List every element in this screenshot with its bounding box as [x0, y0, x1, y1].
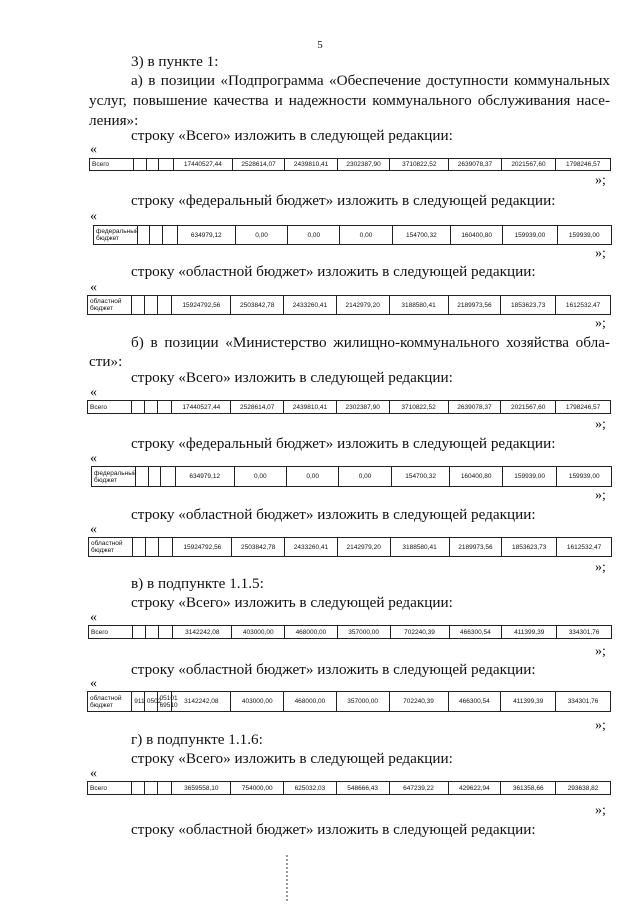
year-7: 334301,76	[557, 626, 612, 639]
year-7: 159939,00	[557, 467, 612, 487]
code-1: 911	[132, 692, 145, 712]
year-4: 3188580,41	[390, 538, 449, 557]
budget-row-total	[87, 400, 611, 414]
year-6: 1853623,73	[501, 296, 556, 315]
total-amount: 17440527,44	[174, 159, 233, 171]
year-7: 159939,00	[557, 226, 611, 245]
year-3: 357000,00	[337, 626, 390, 639]
code-1	[137, 226, 150, 245]
subitem-b-line1: б) в позиции «Министерство жилищно-коммунального хозяйства обла-	[131, 334, 610, 351]
year-5: 160400,80	[450, 467, 502, 487]
subitem-a-line2: услуг, повышение качества и надежности коммунального обслуживания насе-	[89, 92, 610, 109]
code-3	[158, 538, 173, 557]
year-3: 2302387,90	[336, 401, 389, 414]
budget-row-regional	[88, 537, 612, 557]
year-6: 2021567,60	[501, 401, 556, 414]
open-quote: «	[90, 209, 97, 224]
open-quote: «	[90, 385, 97, 400]
year-4: 702240,39	[389, 692, 448, 712]
instruction-total: строку «Всего» изложить в следующей редакции:	[131, 369, 453, 386]
row-label: федеральный бюджет	[92, 467, 136, 487]
row-label: Всего	[90, 159, 134, 171]
code-2	[144, 401, 157, 414]
total-amount: 3659558,10	[172, 782, 231, 795]
instruction-federal: строку «федеральный бюджет» изложить в следующей редакции:	[131, 435, 556, 452]
code-1	[133, 538, 146, 557]
year-1: 2503842,78	[232, 538, 285, 557]
year-3: 2302387,90	[337, 159, 390, 171]
code-3: 05101 69510	[157, 692, 172, 712]
open-quote: «	[90, 676, 97, 691]
year-5: 2189973,56	[448, 296, 501, 315]
subitem-a-line3: ления»:	[89, 112, 139, 129]
year-2: 468000,00	[285, 626, 338, 639]
year-5: 466300,54	[448, 692, 501, 712]
year-4: 3188580,41	[389, 296, 448, 315]
total-amount: 15924792,56	[172, 296, 231, 315]
close-quote: »;	[595, 718, 606, 733]
year-5: 429622,94	[448, 782, 501, 795]
code-2: 0502	[144, 692, 157, 712]
close-quote: »;	[595, 488, 606, 503]
open-quote: «	[90, 522, 97, 537]
year-4: 3710822,52	[389, 401, 448, 414]
year-7: 293638,82	[556, 782, 611, 795]
budget-row-federal	[93, 225, 612, 245]
code-3	[162, 226, 177, 245]
row-label: областной бюджет	[88, 692, 132, 712]
year-3: 548666,43	[336, 782, 389, 795]
instruction-federal: строку «федеральный бюджет» изложить в следующей редакции:	[131, 192, 556, 209]
instruction-total: строку «Всего» изложить в следующей редакции:	[131, 127, 453, 144]
year-6: 1853623,73	[502, 538, 557, 557]
instruction-regional: строку «областной бюджет» изложить в следующей редакции:	[131, 661, 536, 678]
row-label: областной бюджет	[89, 538, 133, 557]
instruction-total: строку «Всего» изложить в следующей редакции:	[131, 594, 453, 611]
year-1: 0,00	[236, 226, 288, 245]
budget-row-regional	[87, 691, 611, 712]
instruction-regional: строку «областной бюджет» изложить в следующей редакции:	[131, 263, 536, 280]
code-2	[148, 467, 161, 487]
code-1	[132, 296, 145, 315]
year-3: 357000,00	[336, 692, 389, 712]
total-amount: 17440527,44	[172, 401, 231, 414]
instruction-regional: строку «областной бюджет» изложить в следующей редакции:	[131, 506, 536, 523]
year-4: 647239,22	[389, 782, 448, 795]
year-2: 2433260,41	[285, 538, 338, 557]
total-amount: 3142242,08	[172, 692, 231, 712]
year-4: 154700,32	[392, 226, 450, 245]
year-7: 1798246,57	[556, 159, 611, 171]
year-1: 403000,00	[231, 692, 284, 712]
instruction-total: строку «Всего» изложить в следующей редакции:	[131, 750, 453, 767]
code-1	[132, 401, 145, 414]
budget-row-total	[89, 158, 611, 171]
close-quote: »;	[595, 246, 606, 261]
code-1	[136, 467, 149, 487]
close-quote: »;	[595, 417, 606, 432]
code-1	[133, 626, 146, 639]
code-2	[146, 159, 159, 171]
row-label: Всего	[88, 782, 132, 795]
scan-artifact	[286, 855, 288, 903]
year-2: 2439810,41	[285, 159, 338, 171]
code-3	[157, 401, 172, 414]
year-3: 0,00	[340, 226, 392, 245]
year-2: 468000,00	[284, 692, 337, 712]
subitem-g: г) в подпункте 1.1.6:	[131, 731, 263, 748]
year-4: 3710822,52	[390, 159, 449, 171]
close-quote: »;	[595, 644, 606, 659]
year-5: 2189973,56	[449, 538, 502, 557]
open-quote: «	[90, 142, 97, 157]
row-label: Всего	[88, 401, 132, 414]
year-6: 2021567,60	[501, 159, 556, 171]
year-7: 1798246,57	[556, 401, 611, 414]
subitem-b-line2: сти»:	[89, 353, 123, 370]
page-number: 5	[317, 39, 323, 51]
code-3	[157, 782, 172, 795]
code-3	[159, 159, 174, 171]
code-2	[150, 226, 163, 245]
year-6: 159939,00	[503, 226, 557, 245]
code-2	[145, 626, 158, 639]
instruction-regional: строку «областной бюджет» изложить в следующей редакции:	[131, 821, 536, 838]
year-1: 2503842,78	[231, 296, 284, 315]
year-5: 2639078,37	[449, 159, 502, 171]
year-2: 2433260,41	[284, 296, 337, 315]
subitem-a-line1: а) в позиции «Подпрограмма «Обеспечение доступности коммунальных	[131, 72, 610, 89]
code-3	[161, 467, 176, 487]
code-1	[134, 159, 147, 171]
subitem-v: в) в подпункте 1.1.5:	[131, 575, 264, 592]
year-3: 2142979,20	[337, 538, 390, 557]
open-quote: «	[90, 451, 97, 466]
open-quote: «	[90, 766, 97, 781]
budget-row-federal	[91, 466, 612, 487]
year-6: 159939,00	[502, 467, 557, 487]
year-2: 0,00	[288, 226, 340, 245]
year-3: 2142979,20	[336, 296, 389, 315]
year-7: 1612532,47	[557, 538, 612, 557]
year-6: 411399,39	[501, 692, 556, 712]
open-quote: «	[90, 280, 97, 295]
row-label: федеральный бюджет	[94, 226, 138, 245]
year-3: 0,00	[339, 467, 391, 487]
budget-row-total	[87, 781, 611, 795]
year-2: 0,00	[286, 467, 338, 487]
year-1: 403000,00	[232, 626, 285, 639]
code-3	[157, 296, 172, 315]
year-6: 411399,39	[502, 626, 557, 639]
year-7: 334301,76	[556, 692, 611, 712]
code-2	[144, 296, 157, 315]
total-amount: 15924792,56	[173, 538, 232, 557]
year-1: 0,00	[234, 467, 286, 487]
total-amount: 3142242,08	[173, 626, 232, 639]
year-2: 2439810,41	[284, 401, 337, 414]
year-5: 2639078,37	[448, 401, 501, 414]
year-5: 160400,80	[451, 226, 503, 245]
total-amount: 634979,12	[177, 226, 235, 245]
year-7: 1612532,47	[556, 296, 611, 315]
code-1	[132, 782, 145, 795]
year-2: 625032,03	[284, 782, 337, 795]
code-2	[144, 782, 157, 795]
row-label: Всего	[89, 626, 133, 639]
code-2	[145, 538, 158, 557]
close-quote: »;	[595, 316, 606, 331]
year-4: 154700,32	[391, 467, 450, 487]
year-1: 754000,00	[231, 782, 284, 795]
item-3-heading: 3) в пункте 1:	[131, 53, 219, 70]
close-quote: »;	[595, 803, 606, 818]
total-amount: 634979,12	[175, 467, 234, 487]
year-1: 2528614,07	[232, 159, 285, 171]
year-1: 2528614,07	[231, 401, 284, 414]
year-4: 702240,39	[390, 626, 449, 639]
budget-row-total	[88, 625, 612, 639]
code-3	[158, 626, 173, 639]
year-6: 361358,66	[501, 782, 556, 795]
budget-row-regional	[87, 295, 611, 315]
close-quote: »;	[595, 560, 606, 575]
row-label: областной бюджет	[88, 296, 132, 315]
close-quote: »;	[595, 173, 606, 188]
open-quote: «	[90, 610, 97, 625]
year-5: 466300,54	[449, 626, 502, 639]
